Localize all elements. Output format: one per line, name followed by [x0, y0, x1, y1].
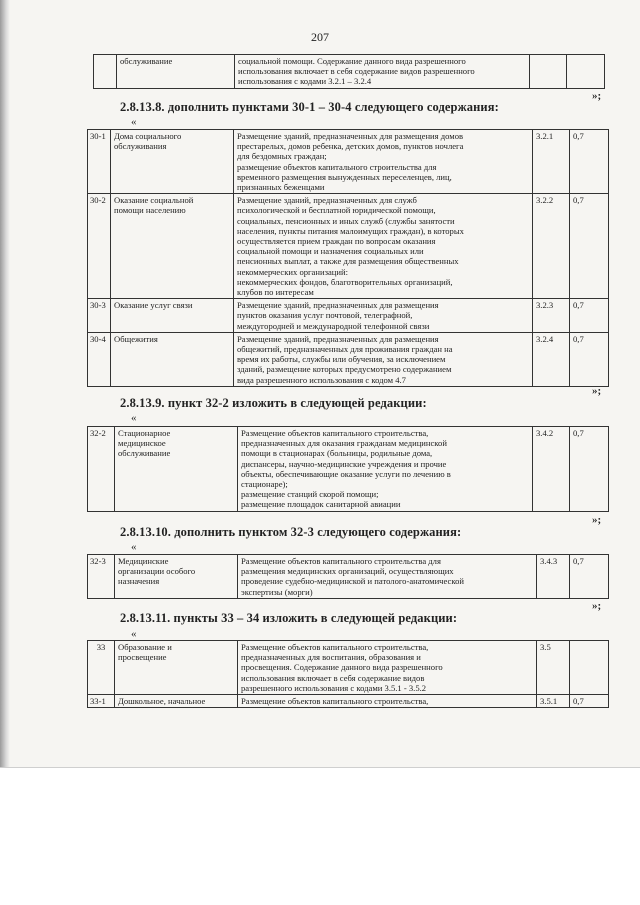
row-name: Образование и просвещение	[115, 641, 238, 695]
row-coef	[570, 641, 609, 695]
row-number: 33	[88, 641, 115, 695]
row-code: 3.5.1	[537, 695, 570, 708]
row-name: Дошкольное, начальное	[115, 695, 238, 708]
row-description: Размещение объектов капитального строительства, предназначенных для оказания гражданам медицинской помощи в стационарах (больницы, родильные дома, диспансеры, научно-медицинские учреждения и прочие объекты, обеспечивающие оказание услуги по лечению в стационаре); размещение станций скорой помощи; размещение площадок санитарной авиации	[238, 427, 533, 512]
row-number: 30-3	[88, 299, 111, 333]
row-code: 3.5	[537, 641, 570, 695]
opening-quote: «	[131, 412, 137, 424]
opening-quote: «	[131, 116, 137, 128]
row-code	[530, 55, 567, 89]
section-heading: 2.8.13.8. дополнить пунктами 30-1 – 30-4 следующего содержания:	[120, 100, 499, 114]
row-code: 3.4.3	[537, 555, 570, 599]
table-row	[88, 555, 609, 599]
row-code: 3.4.2	[533, 427, 570, 512]
closing-quote: »;	[592, 385, 602, 397]
row-code: 3.2.1	[533, 130, 570, 194]
row-code: 3.2.3	[533, 299, 570, 333]
opening-quote: «	[131, 541, 137, 553]
row-code: 3.2.2	[533, 194, 570, 299]
row-name: Оказание социальной помощи населению	[111, 194, 234, 299]
row-code: 3.2.4	[533, 332, 570, 386]
row-description: Размещение зданий, предназначенных для размещения общежитий, предназначенных для проживания граждан на время их работы, службы или обучения, за исключением зданий, размещение которых предусмотрено содержанием вида разрешенного использования с кодом 4.7	[234, 332, 533, 386]
row-coef: 0,7	[570, 299, 609, 333]
row-name: Дома социального обслуживания	[111, 130, 234, 194]
section-4-table	[87, 640, 609, 708]
row-number: 30-2	[88, 194, 111, 299]
row-number: 30-4	[88, 332, 111, 386]
row-number: 32-2	[88, 427, 115, 512]
table-row	[88, 427, 609, 512]
row-coef: 0,7	[570, 695, 609, 708]
section-heading: 2.8.13.10. дополнить пунктом 32-3 следующего содержания:	[120, 525, 462, 539]
row-description: социальной помощи. Содержание данного вида разрешенного использования включает в себя содержание видов разрешенного использования с кодами 3.2.1 – 3.2.4	[235, 55, 530, 89]
row-coef: 0,7	[570, 332, 609, 386]
row-coef	[567, 55, 605, 89]
row-number	[94, 55, 117, 89]
row-description: Размещение зданий, предназначенных для размещения домов престарелых, домов ребенка, детских домов, пунктов ночлега для бездомных граждан; размещение объектов капитального строительства для временного размещения вынужденных переселенцев, лиц, признанных беженцами	[234, 130, 533, 194]
row-name: Общежития	[111, 332, 234, 386]
table-row	[88, 695, 609, 708]
page-number: 207	[311, 30, 329, 44]
row-name: Оказание услуг связи	[111, 299, 234, 333]
section-heading: 2.8.13.9. пункт 32-2 изложить в следующей редакции:	[120, 396, 427, 410]
closing-quote: »;	[592, 514, 602, 526]
row-description: Размещение зданий, предназначенных для размещения пунктов оказания услуг почтовой, телеграфной, междугородней и международной телефонной связи	[234, 299, 533, 333]
row-description: Размещение объектов капитального строительства для размещения медицинских организаций, осуществляющих проведение судебно-медицинской и патолого-анатомической экспертизы (морги)	[238, 555, 537, 599]
table-row	[88, 332, 609, 386]
row-coef: 0,7	[570, 555, 609, 599]
table-row	[88, 641, 609, 695]
continuation-table	[93, 54, 605, 89]
closing-quote: »;	[592, 600, 602, 612]
row-name: Медицинские организации особого назначения	[115, 555, 238, 599]
row-description: Размещение зданий, предназначенных для служб психологической и бесплатной юридической помощи, социальных, пенсионных и иных служб (службы занятости населения, пункты питания малоимущих граждан), в которых осуществляется прием граждан по вопросам оказания социальной помощи и назначения социальных или пенсионных выплат, а также для размещения общественных некоммерческих организаций: некоммерческих фондов, благотворительных организаций, клубов по интересам	[234, 194, 533, 299]
row-coef: 0,7	[570, 427, 609, 512]
row-description: Размещение объектов капитального строительства,	[238, 695, 537, 708]
scan-shadow-edge	[0, 0, 10, 767]
section-3-table	[87, 554, 609, 599]
section-heading: 2.8.13.11. пункты 33 – 34 изложить в следующей редакции:	[120, 611, 458, 625]
row-number: 33-1	[88, 695, 115, 708]
closing-quote: »;	[592, 90, 602, 102]
table-row	[88, 194, 609, 299]
row-coef: 0,7	[570, 194, 609, 299]
row-number: 30-1	[88, 130, 111, 194]
row-coef: 0,7	[570, 130, 609, 194]
table-row	[88, 299, 609, 333]
section-1-table	[87, 129, 609, 387]
table-row	[94, 55, 605, 89]
opening-quote: «	[131, 628, 137, 640]
row-name: обслуживание	[117, 55, 235, 89]
row-name: Стационарное медицинское обслуживание	[115, 427, 238, 512]
row-description: Размещение объектов капитального строительства, предназначенных для воспитания, образования и просвещения. Содержание данного вида разрешенного использования включает в себя содержание видов разрешенного использования с кодами 3.5.1 - 3.5.2	[238, 641, 537, 695]
row-number: 32-3	[88, 555, 115, 599]
table-row	[88, 130, 609, 194]
section-2-table	[87, 426, 609, 512]
